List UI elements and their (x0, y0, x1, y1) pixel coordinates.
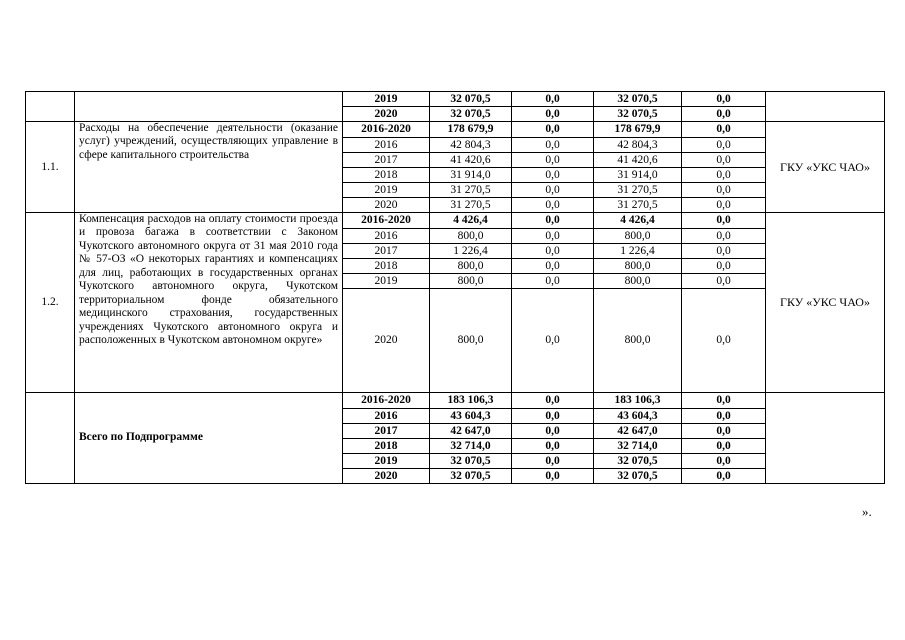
year-cell: 2020 (343, 469, 430, 484)
value-cell: 0,0 (512, 122, 594, 138)
year-cell: 2020 (343, 289, 430, 393)
value-cell: 0,0 (682, 259, 766, 274)
value-cell: 0,0 (682, 229, 766, 244)
table-row (26, 213, 885, 229)
value-cell: 0,0 (682, 244, 766, 259)
year-cell: 2016-2020 (343, 393, 430, 409)
value-cell: 0,0 (682, 107, 766, 122)
value-cell: 32 070,5 (430, 469, 512, 484)
year-cell: 2020 (343, 198, 430, 213)
year-cell: 2020 (343, 107, 430, 122)
value-cell: 0,0 (512, 259, 594, 274)
value-cell: 0,0 (512, 153, 594, 168)
value-cell: 0,0 (682, 213, 766, 229)
value-cell: 41 420,6 (594, 153, 682, 168)
executor-cell (766, 92, 885, 122)
value-cell: 0,0 (512, 107, 594, 122)
value-cell: 178 679,9 (594, 122, 682, 138)
year-cell: 2016-2020 (343, 213, 430, 229)
value-cell: 178 679,9 (430, 122, 512, 138)
value-cell: 800,0 (430, 289, 512, 393)
value-cell: 800,0 (430, 274, 512, 289)
value-cell: 42 804,3 (430, 138, 512, 153)
description-cell (75, 92, 343, 122)
year-cell: 2017 (343, 424, 430, 439)
value-cell: 0,0 (512, 289, 594, 393)
executor-cell: ГКУ «УКС ЧАО» (766, 122, 885, 213)
value-cell: 0,0 (682, 138, 766, 153)
value-cell: 0,0 (682, 153, 766, 168)
value-cell: 42 647,0 (430, 424, 512, 439)
value-cell: 4 426,4 (594, 213, 682, 229)
value-cell: 1 226,4 (594, 244, 682, 259)
value-cell: 32 070,5 (594, 469, 682, 484)
value-cell: 0,0 (682, 289, 766, 393)
value-cell: 32 070,5 (594, 92, 682, 107)
value-cell: 0,0 (512, 469, 594, 484)
year-cell: 2018 (343, 259, 430, 274)
value-cell: 0,0 (682, 454, 766, 469)
value-cell: 42 804,3 (594, 138, 682, 153)
value-cell: 0,0 (682, 439, 766, 454)
year-cell: 2016-2020 (343, 122, 430, 138)
value-cell: 0,0 (512, 183, 594, 198)
value-cell: 0,0 (682, 122, 766, 138)
row-number-cell (26, 393, 75, 484)
description-cell: Расходы на обеспечение деятельности (оказание услуг) учреждений, осуществляющих управление в сфере капитального строительства (75, 122, 343, 213)
value-cell: 0,0 (512, 439, 594, 454)
value-cell: 0,0 (512, 454, 594, 469)
year-cell: 2016 (343, 138, 430, 153)
value-cell: 0,0 (682, 393, 766, 409)
year-cell: 2019 (343, 274, 430, 289)
budget-table (25, 91, 885, 484)
value-cell: 31 270,5 (594, 183, 682, 198)
value-cell: 43 604,3 (430, 409, 512, 424)
value-cell: 0,0 (512, 168, 594, 183)
year-cell: 2018 (343, 168, 430, 183)
description-cell: Всего по Подпрограмме (75, 393, 343, 484)
year-cell: 2016 (343, 409, 430, 424)
value-cell: 41 420,6 (430, 153, 512, 168)
value-cell: 183 106,3 (430, 393, 512, 409)
value-cell: 800,0 (594, 274, 682, 289)
value-cell: 0,0 (682, 274, 766, 289)
value-cell: 800,0 (594, 229, 682, 244)
value-cell: 31 914,0 (594, 168, 682, 183)
value-cell: 32 070,5 (430, 454, 512, 469)
value-cell: 32 070,5 (594, 107, 682, 122)
value-cell: 800,0 (430, 259, 512, 274)
executor-cell (766, 393, 885, 484)
value-cell: 32 714,0 (430, 439, 512, 454)
value-cell: 0,0 (512, 92, 594, 107)
value-cell: 31 270,5 (430, 183, 512, 198)
value-cell: 183 106,3 (594, 393, 682, 409)
value-cell: 32 070,5 (430, 92, 512, 107)
year-cell: 2016 (343, 229, 430, 244)
value-cell: 32 070,5 (594, 454, 682, 469)
value-cell: 0,0 (682, 92, 766, 107)
value-cell: 0,0 (512, 424, 594, 439)
value-cell: 800,0 (594, 259, 682, 274)
value-cell: 31 270,5 (594, 198, 682, 213)
value-cell: 0,0 (682, 469, 766, 484)
table-row (26, 92, 885, 107)
year-cell: 2017 (343, 153, 430, 168)
value-cell: 800,0 (430, 229, 512, 244)
description-cell: Компенсация расходов на оплату стоимости проезда и провоза багажа в соответствии с Законом Чукотского автономного округа от 31 мая 2010 года № 57-ОЗ «О некоторых гарантиях и компенсациях для лиц, работающих в государственных органах Чукотского автономного округа, Чукотском территориальном фонде обязательного медицинского страхования, государственных учреждениях Чукотского автономного округа и расположенных в Чукотском автономном округе» (75, 213, 343, 393)
value-cell: 0,0 (512, 229, 594, 244)
row-number-cell (26, 92, 75, 122)
year-cell: 2019 (343, 454, 430, 469)
value-cell: 0,0 (512, 213, 594, 229)
value-cell: 43 604,3 (594, 409, 682, 424)
value-cell: 0,0 (512, 138, 594, 153)
value-cell: 31 270,5 (430, 198, 512, 213)
closing-quote-mark: ». (862, 504, 872, 519)
value-cell: 32 070,5 (430, 107, 512, 122)
value-cell: 0,0 (682, 168, 766, 183)
value-cell: 0,0 (512, 244, 594, 259)
value-cell: 0,0 (682, 198, 766, 213)
table-row (26, 122, 885, 138)
value-cell: 32 714,0 (594, 439, 682, 454)
row-number-cell: 1.1. (26, 122, 75, 213)
executor-cell: ГКУ «УКС ЧАО» (766, 213, 885, 393)
year-cell: 2017 (343, 244, 430, 259)
value-cell: 0,0 (512, 409, 594, 424)
row-number-cell: 1.2. (26, 213, 75, 393)
value-cell: 42 647,0 (594, 424, 682, 439)
value-cell: 0,0 (512, 393, 594, 409)
value-cell: 0,0 (682, 183, 766, 198)
year-cell: 2019 (343, 183, 430, 198)
value-cell: 0,0 (512, 198, 594, 213)
value-cell: 0,0 (682, 424, 766, 439)
value-cell: 0,0 (682, 409, 766, 424)
year-cell: 2018 (343, 439, 430, 454)
value-cell: 800,0 (594, 289, 682, 393)
table-row (26, 393, 885, 409)
year-cell: 2019 (343, 92, 430, 107)
value-cell: 0,0 (512, 274, 594, 289)
budget-table-body (26, 92, 885, 484)
value-cell: 31 914,0 (430, 168, 512, 183)
value-cell: 1 226,4 (430, 244, 512, 259)
value-cell: 4 426,4 (430, 213, 512, 229)
